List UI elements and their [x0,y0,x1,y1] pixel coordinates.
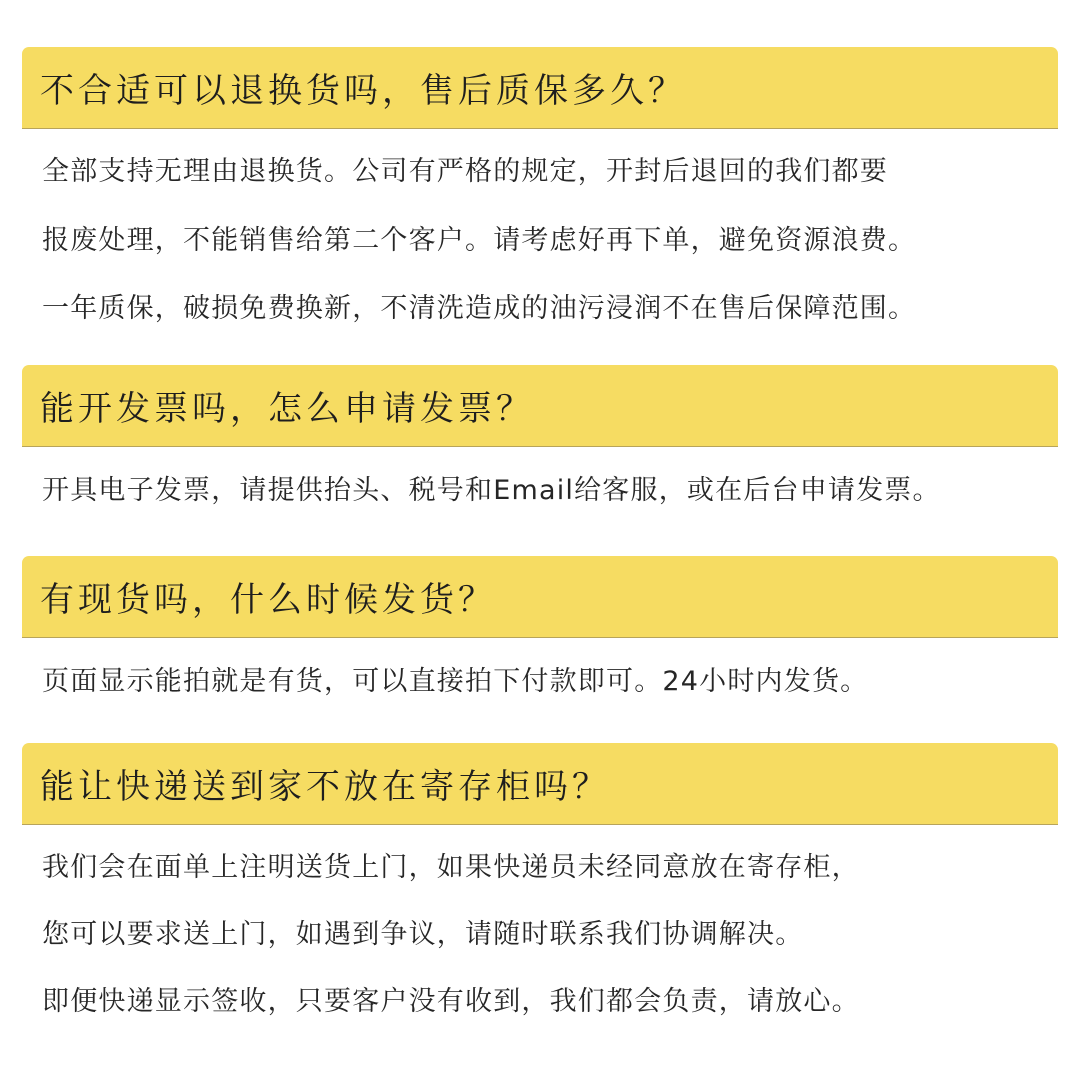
faq-answer-line: 一年质保，破损免费换新，不清洗造成的油污浸润不在售后保障范围。 [42,293,917,324]
faq-question-text: 能开发票吗，怎么申请发票？ [40,389,534,429]
faq-question-text: 不合适可以退换货吗，售后质保多久？ [40,71,686,111]
faq-question-header-3 [22,556,1058,638]
faq-answer-line: 报废处理，不能销售给第二个客户。请考虑好再下单，避免资源浪费。 [42,225,917,256]
faq-answer-line: 全部支持无理由退换货。公司有严格的规定，开封后退回的我们都要 [42,156,888,187]
faq-answer-line: 页面显示能拍就是有货，可以直接拍下付款即可。24小时内发货。 [42,666,869,697]
faq-answer-line: 即便快递显示签收，只要客户没有收到，我们都会负责，请放心。 [42,986,860,1017]
faq-question-header-4 [22,743,1058,825]
faq-answer-line: 开具电子发票，请提供抬头、税号和Email给客服，或在后台申请发票。 [42,475,941,506]
faq-question-text: 能让快递送到家不放在寄存柜吗？ [40,767,610,807]
faq-question-text: 有现货吗，什么时候发货？ [40,580,496,620]
faq-answer-line: 您可以要求送上门，如遇到争议，请随时联系我们协调解决。 [42,919,804,950]
faq-question-header-1 [22,47,1058,129]
faq-question-header-2 [22,365,1058,447]
faq-answer-line: 我们会在面单上注明送货上门，如果快递员未经同意放在寄存柜， [42,852,860,883]
